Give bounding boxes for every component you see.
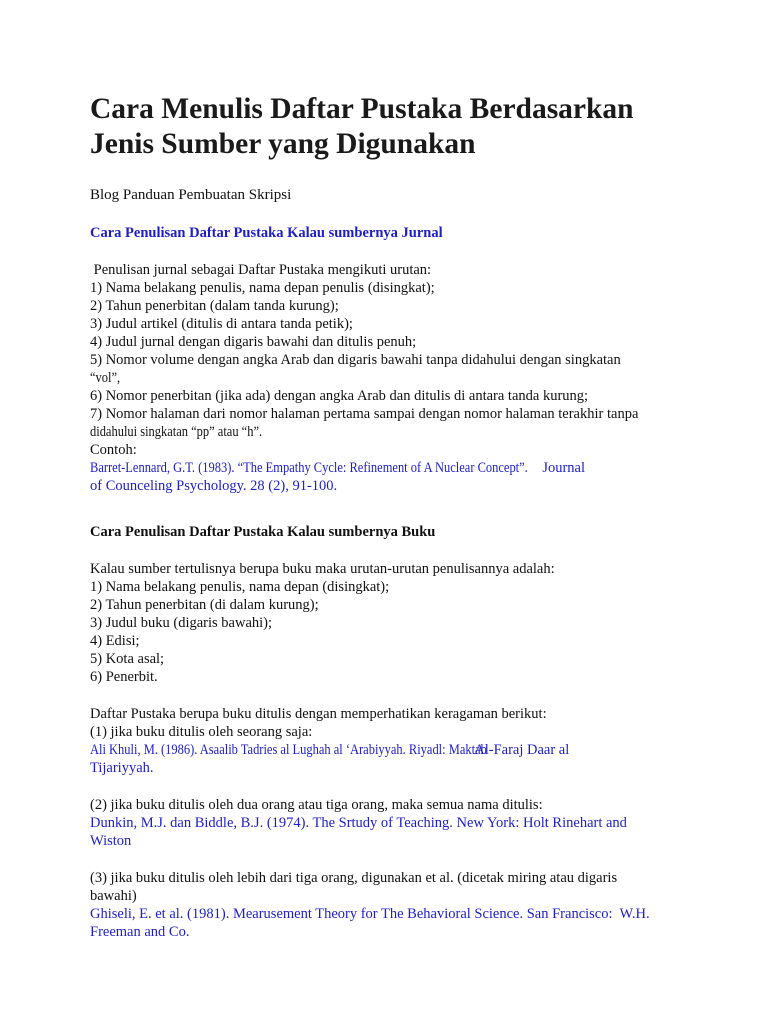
buku-section-body xyxy=(90,560,690,686)
jurnal-item: 4) Judul jurnal dengan digaris bawahi dan ditulis penuh; xyxy=(90,334,417,350)
jurnal-example-journal: Journal xyxy=(535,460,586,476)
case-3-example-line-1: Ghiseli, E. et al. (1981). Mearusement Theory for The Behavioral Science. San Francisco: W.H. xyxy=(90,906,650,922)
blog-subtitle: Blog Panduan Pembuatan Skripsi xyxy=(90,187,292,203)
jurnal-item: 6) Nomor penerbitan (jika ada) dengan angka Arab dan ditulis di antara tanda kurung; xyxy=(90,388,589,404)
document-page xyxy=(90,92,690,941)
case-1-example-line-1 xyxy=(90,741,690,759)
jurnal-section-heading: Cara Penulisan Daftar Pustaka Kalau sumbernya Jurnal xyxy=(90,225,443,241)
jurnal-example-citation: Barret-Lennard, G.T. (1983). “The Empathy Cycle: Refinement of A Nuclear Concept”. xyxy=(90,460,528,476)
buku-item: 4) Edisi; xyxy=(90,633,140,649)
case-2-example-line-2: Wiston xyxy=(90,833,132,849)
buku-intro: Kalau sumber tertulisnya berupa buku maka urutan-urutan penulisannya adalah: xyxy=(90,561,555,577)
buku-section-heading: Cara Penulisan Daftar Pustaka Kalau sumbernya Buku xyxy=(90,524,436,540)
jurnal-item: 1) Nama belakang penulis, nama depan penulis (disingkat); xyxy=(90,280,435,296)
case-3-label-line-1: (3) jika buku ditulis oleh lebih dari tiga orang, digunakan et al. (dicetak miring atau digaris xyxy=(90,870,618,886)
jurnal-example-line-1 xyxy=(90,459,690,477)
jurnal-item-text: “vol”, xyxy=(90,370,121,386)
page-title xyxy=(90,92,690,162)
case-1-label: (1) jika buku ditulis oleh seorang saja: xyxy=(90,724,313,740)
jurnal-item: 7) Nomor halaman dari nomor halaman pertama sampai dengan nomor halaman terakhir tanpa xyxy=(90,406,639,422)
jurnal-example-line-2: of Counceling Psychology. 28 (2), 91-100. xyxy=(90,478,338,494)
jurnal-section-body xyxy=(90,261,690,495)
case-1-example-publisher: Al-Faraj Daar al xyxy=(471,742,570,758)
jurnal-contoh-label: Contoh: xyxy=(90,442,137,458)
case-2-label: (2) jika buku ditulis oleh dua orang atau tiga orang, maka semua nama ditulis: xyxy=(90,797,543,813)
jurnal-intro: Penulisan jurnal sebagai Daftar Pustaka mengikuti urutan: xyxy=(90,262,432,278)
page-title-line-1: Cara Menulis Daftar Pustaka Berdasarkan xyxy=(90,93,634,125)
buku-item: 5) Kota asal; xyxy=(90,651,165,667)
page-title-line-2: Jenis Sumber yang Digunakan xyxy=(90,128,476,160)
buku-item: 1) Nama belakang penulis, nama depan (disingkat); xyxy=(90,579,390,595)
jurnal-item: 5) Nomor volume dengan angka Arab dan digaris bawahi tanpa didahului dengan singkatan xyxy=(90,352,621,368)
buku-item: 6) Penerbit. xyxy=(90,669,158,685)
jurnal-item xyxy=(90,423,690,441)
case-1-example-citation: Ali Khuli, M. (1986). Asaalib Tadries al Lughah al ‘Arabiyyah. Riyadl: Maktab xyxy=(90,742,487,758)
case-2-example-line-1: Dunkin, M.J. dan Biddle, B.J. (1974). The Srtudy of Teaching. New York: Holt Rinehart and xyxy=(90,815,627,831)
jurnal-item xyxy=(90,369,690,387)
buku-item: 3) Judul buku (digaris bawahi); xyxy=(90,615,273,631)
case-2-block xyxy=(90,796,690,850)
jurnal-item: 2) Tahun penerbitan (dalam tanda kurung); xyxy=(90,298,339,314)
case-1-example-line-2: Tijariyyah. xyxy=(90,760,154,776)
buku-item: 2) Tahun penerbitan (di dalam kurung); xyxy=(90,597,319,613)
jurnal-item-text: didahului singkatan “pp” atau “h”. xyxy=(90,424,263,440)
buku-variasi-block xyxy=(90,705,690,777)
case-3-label-line-2: bawahi) xyxy=(90,888,137,904)
jurnal-item: 3) Judul artikel (ditulis di antara tanda petik); xyxy=(90,316,353,332)
buku-variasi-intro: Daftar Pustaka berupa buku ditulis dengan memperhatikan keragaman berikut: xyxy=(90,706,547,722)
case-3-block xyxy=(90,869,690,941)
case-3-example-line-2: Freeman and Co. xyxy=(90,924,190,940)
